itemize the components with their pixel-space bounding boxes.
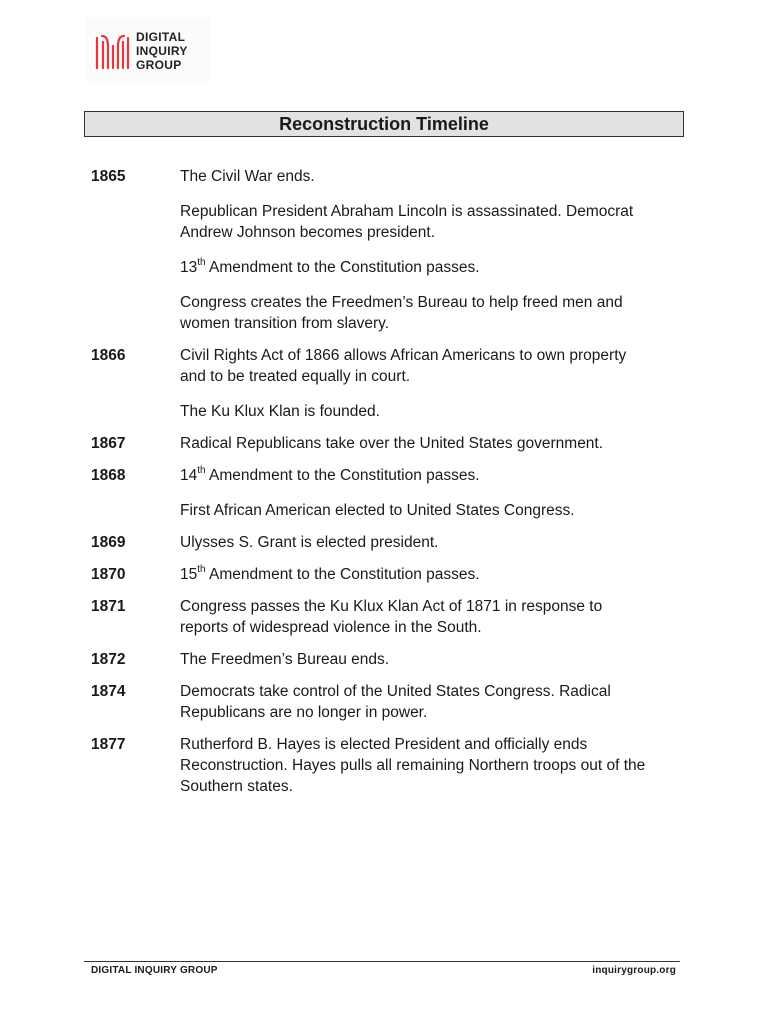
amendment-number: 14 <box>180 467 198 484</box>
timeline-event <box>180 500 651 521</box>
event-text: Civil Rights Act of 1866 allows African Americans to own property and to be treated equally in court. <box>180 347 627 385</box>
timeline-entry <box>91 649 651 670</box>
timeline-events <box>180 433 651 454</box>
timeline-event <box>180 401 651 422</box>
logo-wordmark <box>136 30 188 72</box>
timeline-event <box>180 201 651 243</box>
timeline-entry <box>91 345 651 422</box>
timeline-entry <box>91 564 651 585</box>
timeline-event <box>180 166 651 187</box>
timeline-events <box>180 345 651 422</box>
event-text: Congress creates the Freedmen’s Bureau to help freed men and women transition from slavery. <box>180 294 623 332</box>
timeline <box>91 166 651 808</box>
event-text: Congress passes the Ku Klux Klan Act of 1871 in response to reports of widespread violence in the South. <box>180 598 603 636</box>
timeline-event <box>180 257 651 278</box>
dig-logo-icon <box>94 30 130 72</box>
logo-line-1: DIGITAL <box>136 30 186 44</box>
event-text: Democrats take control of the United States Congress. Radical Republicans are no longer in power. <box>180 683 611 721</box>
event-text: Amendment to the Constitution passes. <box>205 566 480 583</box>
timeline-entry <box>91 433 651 454</box>
timeline-entry <box>91 596 651 638</box>
timeline-events <box>180 564 651 585</box>
timeline-year: 1872 <box>91 651 126 668</box>
timeline-event <box>180 465 651 486</box>
amendment-number: 15 <box>180 566 198 583</box>
logo-line-2: INQUIRY <box>136 44 188 58</box>
page-title: Reconstruction Timeline <box>84 111 684 137</box>
timeline-event <box>180 345 651 387</box>
timeline-events <box>180 734 651 797</box>
timeline-event <box>180 564 651 585</box>
timeline-year: 1869 <box>91 534 126 551</box>
timeline-entry <box>91 532 651 553</box>
event-text: The Ku Klux Klan is founded. <box>180 403 380 420</box>
timeline-year: 1877 <box>91 736 126 753</box>
timeline-events <box>180 532 651 553</box>
timeline-entry <box>91 166 651 334</box>
footer-org-name: DIGITAL INQUIRY GROUP <box>91 965 218 976</box>
event-text: The Freedmen’s Bureau ends. <box>180 651 390 668</box>
logo <box>86 18 210 84</box>
footer-website: inquirygroup.org <box>592 965 676 976</box>
ordinal-suffix: th <box>197 465 206 476</box>
timeline-entry <box>91 465 651 521</box>
timeline-entry <box>91 734 651 797</box>
ordinal-suffix: th <box>197 257 206 268</box>
event-text: The Civil War ends. <box>180 168 315 185</box>
event-text: Amendment to the Constitution passes. <box>205 259 480 276</box>
timeline-event <box>180 532 651 553</box>
ordinal-suffix: th <box>197 564 206 575</box>
timeline-year: 1866 <box>91 347 126 364</box>
timeline-year: 1874 <box>91 683 126 700</box>
event-text: Amendment to the Constitution passes. <box>205 467 480 484</box>
timeline-events <box>180 649 651 670</box>
timeline-year: 1865 <box>91 168 126 185</box>
timeline-year: 1870 <box>91 566 126 583</box>
timeline-events <box>180 596 651 638</box>
timeline-event <box>180 433 651 454</box>
timeline-events <box>180 465 651 521</box>
event-text: First African American elected to United States Congress. <box>180 502 575 519</box>
event-text: Rutherford B. Hayes is elected President and officially ends Reconstruction. Hayes pulls all remaining Northern troops out of the Southern states. <box>180 736 646 795</box>
timeline-events <box>180 681 651 723</box>
event-text: Republican President Abraham Lincoln is assassinated. Democrat Andrew Johnson becomes president. <box>180 203 634 241</box>
timeline-year: 1867 <box>91 435 126 452</box>
timeline-year: 1868 <box>91 467 126 484</box>
timeline-event <box>180 596 651 638</box>
timeline-year: 1871 <box>91 598 126 615</box>
amendment-number: 13 <box>180 259 198 276</box>
timeline-event <box>180 681 651 723</box>
timeline-entry <box>91 681 651 723</box>
event-text: Radical Republicans take over the United States government. <box>180 435 604 452</box>
timeline-events <box>180 166 651 334</box>
timeline-event <box>180 734 651 797</box>
logo-line-3: GROUP <box>136 58 182 72</box>
footer-divider <box>84 961 680 962</box>
timeline-event <box>180 292 651 334</box>
timeline-event <box>180 649 651 670</box>
event-text: Ulysses S. Grant is elected president. <box>180 534 439 551</box>
